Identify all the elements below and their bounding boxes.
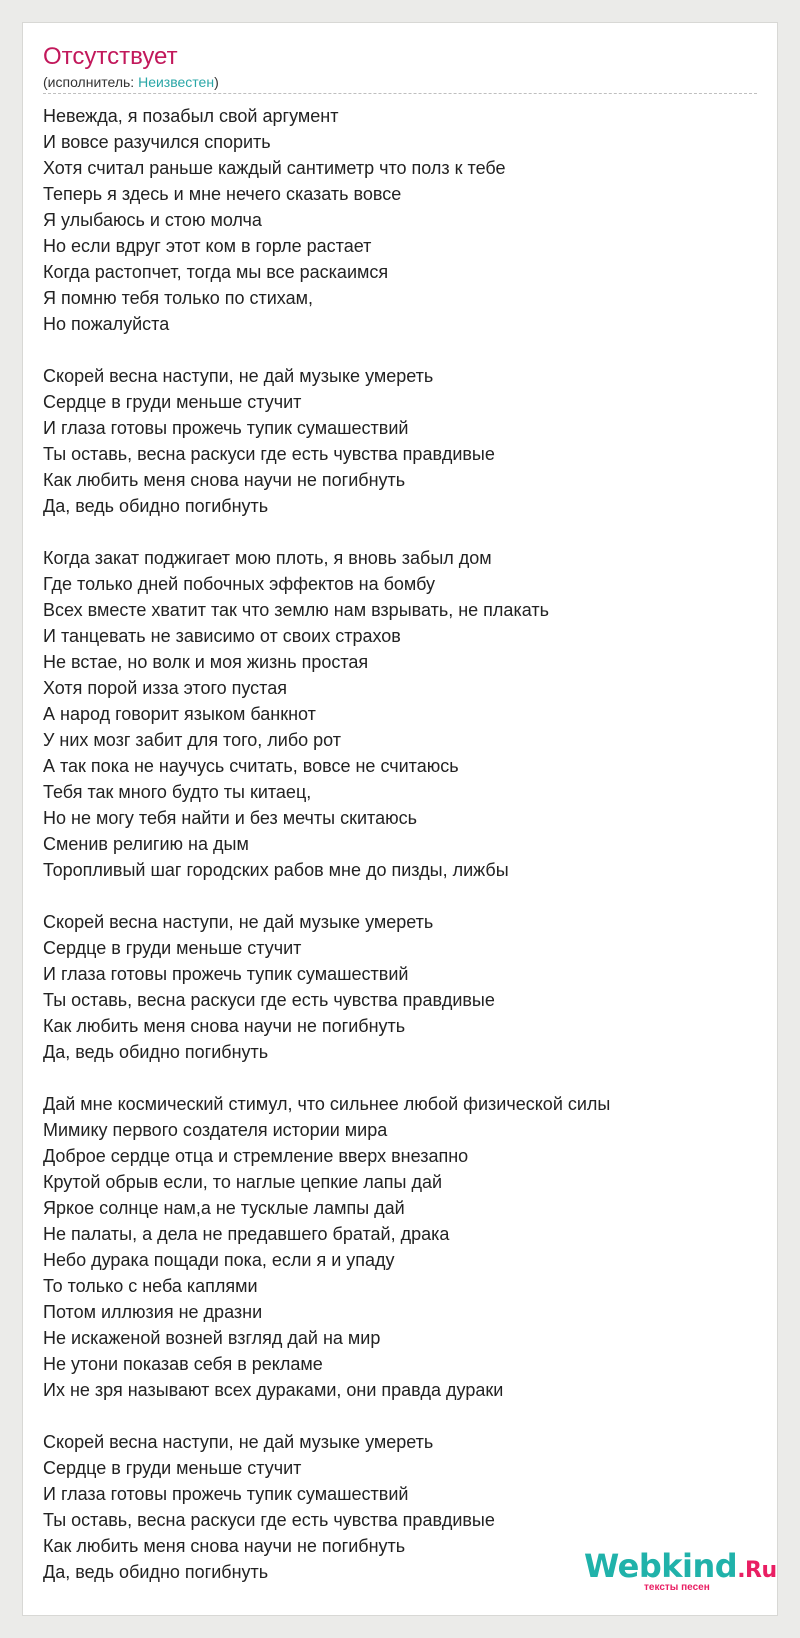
logo-brand: Webkind [584, 1547, 738, 1585]
lyric-line: Не встае, но волк и моя жизнь простая [43, 652, 369, 672]
lyric-line: То только с неба каплями [43, 1276, 258, 1296]
lyric-line: Тебя так много будто ты китаец, [43, 782, 312, 802]
lyric-line: И глаза готовы прожечь тупик сумашествий [43, 418, 409, 438]
lyric-line: Не утони показав себя в рекламе [43, 1354, 323, 1374]
lyric-line: Я помню тебя только по стихам, [43, 288, 313, 308]
artist-line [43, 73, 219, 91]
header-divider [43, 93, 757, 94]
lyric-line: Сердце в груди меньше стучит [43, 1458, 302, 1478]
logo-tagline: тексты песен [644, 1582, 710, 1593]
lyric-line: И глаза готовы прожечь тупик сумашествий [43, 964, 409, 984]
lyric-line: Небо дурака пощади пока, если я и упаду [43, 1250, 395, 1270]
lyric-line: Не искаженой возней взгляд дай на мир [43, 1328, 381, 1348]
lyric-line: Хотя порой изза этого пустая [43, 678, 287, 698]
lyric-line: Скорей весна наступи, не дай музыке умереть [43, 366, 434, 386]
lyric-line: Крутой обрыв если, то наглые цепкие лапы дай [43, 1172, 443, 1192]
lyrics-card [22, 22, 778, 1616]
lyric-line: И вовсе разучился спорить [43, 132, 271, 152]
lyric-line: Где только дней побочных эффектов на бомбу [43, 574, 436, 594]
lyric-line: Их не зря называют всех дураками, они правда дураки [43, 1380, 504, 1400]
lyric-line: Ты оставь, весна раскуси где есть чувства правдивые [43, 444, 495, 464]
artist-link[interactable]: Неизвестен [138, 74, 215, 90]
logo-tld: .Ru [737, 1558, 777, 1583]
lyric-line: Доброе сердце отца и стремление вверх внезапно [43, 1146, 469, 1166]
stanza-break [43, 337, 757, 363]
lyric-line: Да, ведь обидно погибнуть [43, 496, 269, 516]
webkind-logo[interactable] [584, 1548, 784, 1594]
lyric-line: Скорей весна наступи, не дай музыке умереть [43, 912, 434, 932]
stanza-break [43, 883, 757, 909]
lyric-line: Как любить меня снова научи не погибнуть [43, 1016, 406, 1036]
lyric-line: Да, ведь обидно погибнуть [43, 1562, 269, 1582]
song-title: Отсутствует [43, 43, 178, 70]
lyric-line: Дай мне космический стимул, что сильнее любой физической силы [43, 1094, 611, 1114]
lyric-line: Мимику первого создателя истории мира [43, 1120, 388, 1140]
lyric-line: Но пожалуйста [43, 314, 170, 334]
artist-prefix: (исполнитель: [43, 74, 139, 90]
lyric-line: Но не могу тебя найти и без мечты скитаюсь [43, 808, 417, 828]
lyric-line: Скорей весна наступи, не дай музыке умереть [43, 1432, 434, 1452]
stanza-break [43, 519, 757, 545]
stanza-break [43, 1403, 757, 1429]
lyric-line: Но если вдруг этот ком в горле растает [43, 236, 372, 256]
lyric-line: И танцевать не зависимо от своих страхов [43, 626, 401, 646]
lyric-line: Невежда, я позабыл свой аргумент [43, 106, 339, 126]
lyric-line: У них мозг забит для того, либо рот [43, 730, 342, 750]
artist-suffix: ) [214, 74, 219, 90]
lyric-line: Ты оставь, весна раскуси где есть чувства правдивые [43, 990, 495, 1010]
lyric-line: А народ говорит языком банкнот [43, 704, 316, 724]
stanza-break [43, 1065, 757, 1091]
lyric-line: Когда растопчет, тогда мы все раскаимся [43, 262, 389, 282]
lyric-line: Всех вместе хватит так что землю нам взрывать, не плакать [43, 600, 549, 620]
lyrics-text [43, 103, 757, 1585]
lyric-line: Потом иллюзия не дразни [43, 1302, 263, 1322]
lyric-line: Сердце в груди меньше стучит [43, 392, 302, 412]
lyric-line: Когда закат поджигает мою плоть, я вновь забыл дом [43, 548, 492, 568]
lyric-line: Как любить меня снова научи не погибнуть [43, 470, 406, 490]
lyric-line: И глаза готовы прожечь тупик сумашествий [43, 1484, 409, 1504]
lyric-line: Сердце в груди меньше стучит [43, 938, 302, 958]
lyric-line: Торопливый шаг городских рабов мне до пизды, лижбы [43, 860, 509, 880]
lyric-line: Не палаты, а дела не предавшего братай, драка [43, 1224, 450, 1244]
lyric-line: Сменив религию на дым [43, 834, 249, 854]
lyric-line: Теперь я здесь и мне нечего сказать вовсе [43, 184, 402, 204]
lyric-line: Ты оставь, весна раскуси где есть чувства правдивые [43, 1510, 495, 1530]
lyric-line: Яркое солнце нам,а не тусклые лампы дай [43, 1198, 405, 1218]
lyric-line: Хотя считал раньше каждый сантиметр что полз к тебе [43, 158, 506, 178]
lyric-line: Как любить меня снова научи не погибнуть [43, 1536, 406, 1556]
lyric-line: Я улыбаюсь и стою молча [43, 210, 262, 230]
lyric-line: Да, ведь обидно погибнуть [43, 1042, 269, 1062]
lyric-line: А так пока не научусь считать, вовсе не считаюсь [43, 756, 459, 776]
